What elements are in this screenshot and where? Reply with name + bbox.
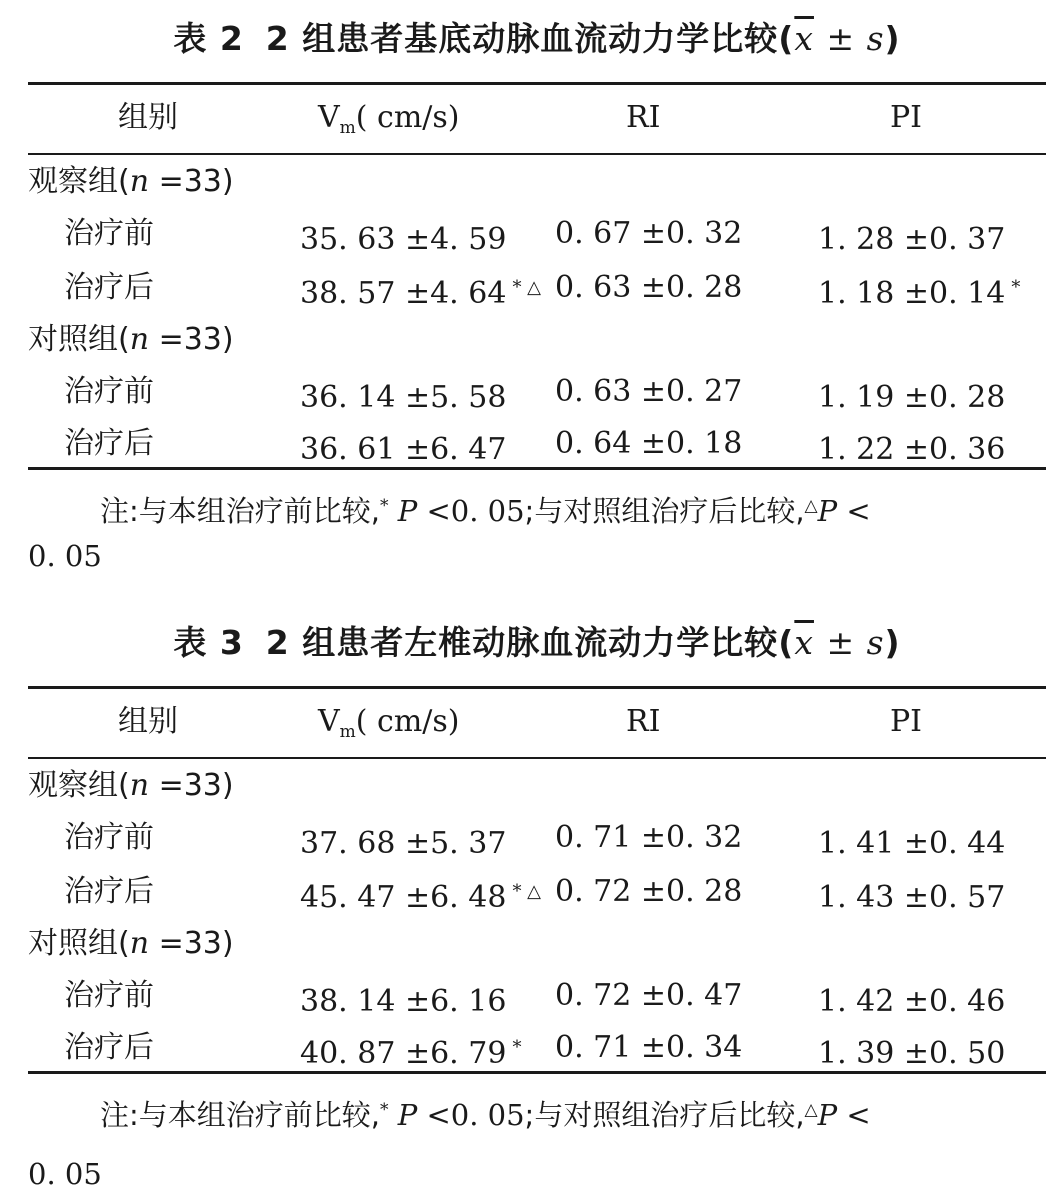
cell-ri: 0. 67 ±0. 32 <box>555 216 743 251</box>
cell-pi: 1. 28 ±0. 37 <box>818 222 1006 257</box>
row-label: 治疗后 <box>64 270 154 305</box>
header-pi: PI <box>890 100 923 135</box>
row-label: 治疗后 <box>64 1030 154 1065</box>
cell-vm: 38. 14 ±6. 16 <box>300 984 507 1019</box>
table-row <box>28 970 1046 1022</box>
header-row <box>28 92 1046 144</box>
table-note: 注:与本组治疗前比较,* P <0. 05;与对照组治疗后比较,△P < <box>100 1098 871 1132</box>
cell-pi: 1. 39 ±0. 50 <box>818 1036 1006 1071</box>
header-ri: RI <box>626 100 661 135</box>
row-label: 治疗前 <box>64 216 154 251</box>
table-caption <box>28 14 1046 64</box>
row-label: 治疗前 <box>64 374 154 409</box>
caption-sd-symbol: ± s <box>826 19 885 58</box>
group-row-control <box>28 314 1046 366</box>
cell-pi: 1. 18 ±0. 14 * <box>818 276 1021 311</box>
row-label: 治疗后 <box>64 426 154 461</box>
cell-vm: 35. 63 ±4. 59 <box>300 222 507 257</box>
bottom-rule <box>28 467 1046 470</box>
cell-ri: 0. 63 ±0. 28 <box>555 270 743 305</box>
table-note-continued: 0. 05 <box>28 539 102 573</box>
cell-ri: 0. 64 ±0. 18 <box>555 426 743 461</box>
group-label: 对照组(n =33) <box>28 322 234 357</box>
group-label: 观察组(n =33) <box>28 768 234 803</box>
header-group: 组别 <box>118 100 178 135</box>
caption-mean-symbol: $\overline{x}$ <box>794 623 814 662</box>
group-row-observation <box>28 156 1046 208</box>
table-note-continued: 0. 05 <box>28 1157 102 1191</box>
table-row <box>28 812 1046 864</box>
table-row <box>28 866 1046 918</box>
cell-ri: 0. 63 ±0. 27 <box>555 374 743 409</box>
row-label: 治疗前 <box>64 820 154 855</box>
table-note: 注:与本组治疗前比较,* P <0. 05;与对照组治疗后比较,△P < <box>100 494 871 528</box>
cell-ri: 0. 71 ±0. 34 <box>555 1030 743 1065</box>
group-label: 对照组(n =33) <box>28 926 234 961</box>
caption-number: 表 2 <box>173 19 244 58</box>
header-rule <box>28 757 1046 759</box>
cell-vm: 40. 87 ±6. 79 * <box>300 1036 522 1071</box>
caption-number: 表 3 <box>173 623 244 662</box>
group-row-observation <box>28 760 1046 812</box>
row-label: 治疗后 <box>64 874 154 909</box>
cell-pi: 1. 41 ±0. 44 <box>818 826 1006 861</box>
table-row <box>28 366 1046 418</box>
table-row <box>28 208 1046 260</box>
top-rule <box>28 82 1046 85</box>
cell-vm: 37. 68 ±5. 37 <box>300 826 507 861</box>
top-rule <box>28 686 1046 689</box>
caption-title: 2 组患者基底动脉血流动力学比较( <box>265 19 795 58</box>
row-label: 治疗前 <box>64 978 154 1013</box>
cell-pi: 1. 42 ±0. 46 <box>818 984 1006 1019</box>
cell-ri: 0. 72 ±0. 28 <box>555 874 743 909</box>
header-group: 组别 <box>118 704 178 739</box>
caption-close: ) <box>884 19 901 58</box>
cell-vm: 45. 47 ±6. 48 * △ <box>300 880 542 915</box>
header-vm: $V_m$( cm/s) <box>318 704 460 742</box>
table-row <box>28 262 1046 314</box>
table-caption <box>28 618 1046 668</box>
table-row <box>28 418 1046 470</box>
header-rule <box>28 153 1046 155</box>
caption-title: 2 组患者左椎动脉血流动力学比较( <box>265 623 795 662</box>
group-row-control <box>28 918 1046 970</box>
caption-mean-symbol: $\overline{x}$ <box>794 19 814 58</box>
cell-vm: 38. 57 ±4. 64 * △ <box>300 276 542 311</box>
header-vm: $V_m$( cm/s) <box>318 100 460 138</box>
caption-close: ) <box>884 623 901 662</box>
header-row <box>28 696 1046 748</box>
caption-sd-symbol: ± s <box>826 623 885 662</box>
group-label: 观察组(n =33) <box>28 164 234 199</box>
cell-pi: 1. 19 ±0. 28 <box>818 380 1006 415</box>
table-row <box>28 1022 1046 1074</box>
bottom-rule <box>28 1071 1046 1074</box>
cell-vm: 36. 61 ±6. 47 <box>300 432 507 467</box>
header-pi: PI <box>890 704 923 739</box>
cell-vm: 36. 14 ±5. 58 <box>300 380 507 415</box>
cell-pi: 1. 43 ±0. 57 <box>818 880 1006 915</box>
cell-ri: 0. 72 ±0. 47 <box>555 978 743 1013</box>
cell-ri: 0. 71 ±0. 32 <box>555 820 743 855</box>
cell-pi: 1. 22 ±0. 36 <box>818 432 1006 467</box>
header-ri: RI <box>626 704 661 739</box>
